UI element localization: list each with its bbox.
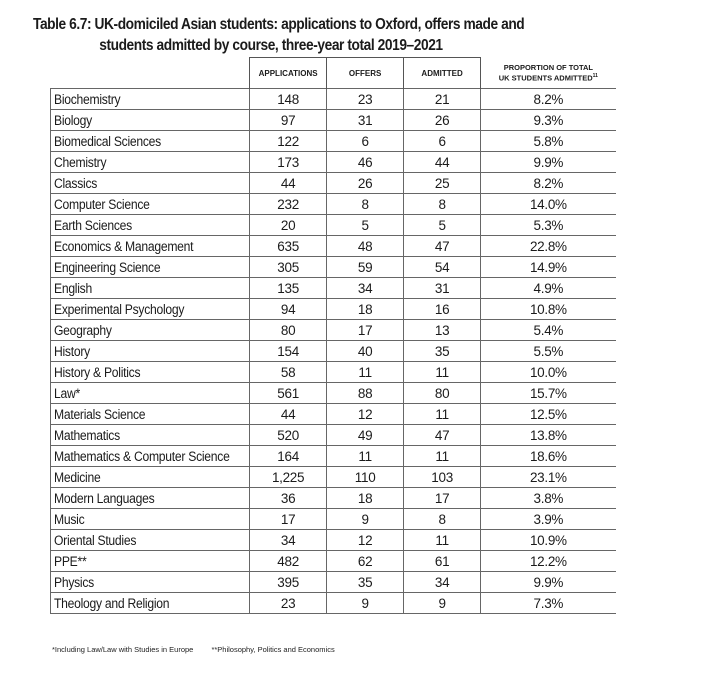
offers-cell: 23: [327, 89, 404, 110]
proportion-cell: 10.0%: [481, 362, 616, 383]
offers-cell: 9: [327, 509, 404, 530]
applications-cell: 97: [250, 110, 327, 131]
admitted-cell: 13: [404, 320, 481, 341]
proportion-cell: 10.8%: [481, 299, 616, 320]
course-cell: [51, 110, 250, 131]
applications-cell: 395: [250, 572, 327, 593]
footnote-ppe: **Philosophy, Politics and Economics: [211, 645, 335, 654]
admitted-cell: 35: [404, 341, 481, 362]
offers-cell: 5: [327, 215, 404, 236]
course-name: Materials Science: [54, 406, 146, 422]
admitted-cell: 80: [404, 383, 481, 404]
proportion-cell: 3.9%: [481, 509, 616, 530]
course-name: Economics & Management: [54, 238, 194, 254]
course-cell: [51, 551, 250, 572]
applications-cell: 80: [250, 320, 327, 341]
offers-cell: 110: [327, 467, 404, 488]
course-column-header: [51, 58, 250, 89]
table-row: [51, 110, 616, 131]
offers-cell: 48: [327, 236, 404, 257]
admitted-cell: 44: [404, 152, 481, 173]
course-name: Modern Languages: [54, 490, 155, 506]
proportion-cell: 23.1%: [481, 467, 616, 488]
proportion-cell: 9.3%: [481, 110, 616, 131]
table-row: [51, 278, 616, 299]
proportion-cell: 12.5%: [481, 404, 616, 425]
table-row: [51, 173, 616, 194]
table-title: [33, 14, 583, 56]
admitted-cell: 11: [404, 446, 481, 467]
course-cell: [51, 299, 250, 320]
table-row: [51, 131, 616, 152]
table-row: [51, 383, 616, 404]
proportion-cell: 14.9%: [481, 257, 616, 278]
footnote-law: *Including Law/Law with Studies in Europe: [52, 645, 194, 654]
proportion-cell: 15.7%: [481, 383, 616, 404]
table-row: [51, 362, 616, 383]
applications-cell: 154: [250, 341, 327, 362]
offers-cell: 26: [327, 173, 404, 194]
course-name: Mathematics: [54, 427, 120, 443]
admitted-cell: 47: [404, 236, 481, 257]
course-name: Engineering Science: [54, 259, 161, 275]
table-row: [51, 551, 616, 572]
applications-cell: 232: [250, 194, 327, 215]
course-name: Computer Science: [54, 196, 150, 212]
offers-cell: 12: [327, 404, 404, 425]
table-row: [51, 257, 616, 278]
admitted-cell: 54: [404, 257, 481, 278]
course-name: PPE**: [54, 553, 87, 569]
course-cell: [51, 404, 250, 425]
course-name: English: [54, 280, 92, 296]
proportion-cell: 8.2%: [481, 89, 616, 110]
table-row: [51, 425, 616, 446]
course-cell: [51, 572, 250, 593]
course-cell: [51, 320, 250, 341]
course-name: History & Politics: [54, 364, 141, 380]
applications-cell: 135: [250, 278, 327, 299]
course-name: Mathematics & Computer Science: [54, 448, 230, 464]
offers-cell: 18: [327, 488, 404, 509]
applications-cell: 23: [250, 593, 327, 614]
admitted-cell: 34: [404, 572, 481, 593]
admitted-cell: 47: [404, 425, 481, 446]
course-name: Experimental Psychology: [54, 301, 185, 317]
course-cell: [51, 362, 250, 383]
offers-cell: 17: [327, 320, 404, 341]
admitted-cell: 11: [404, 530, 481, 551]
course-cell: [51, 509, 250, 530]
table-row: [51, 509, 616, 530]
course-name: Physics: [54, 574, 94, 590]
admitted-cell: 103: [404, 467, 481, 488]
course-name: Biochemistry: [54, 91, 121, 107]
admitted-cell: 9: [404, 593, 481, 614]
offers-cell: 35: [327, 572, 404, 593]
admitted-cell: 11: [404, 404, 481, 425]
offers-cell: 12: [327, 530, 404, 551]
offers-cell: 34: [327, 278, 404, 299]
proportion-cell: 18.6%: [481, 446, 616, 467]
course-name: Classics: [54, 175, 98, 191]
proportion-cell: 5.4%: [481, 320, 616, 341]
admitted-cell: 61: [404, 551, 481, 572]
proportion-cell: 9.9%: [481, 152, 616, 173]
table-row: [51, 488, 616, 509]
admitted-cell: 16: [404, 299, 481, 320]
admitted-cell: 25: [404, 173, 481, 194]
course-name: Oriental Studies: [54, 532, 137, 548]
proportion-cell: 14.0%: [481, 194, 616, 215]
proportion-column-header: [481, 58, 616, 89]
table-header-row: [51, 58, 616, 89]
applications-cell: 561: [250, 383, 327, 404]
applications-cell: 34: [250, 530, 327, 551]
offers-cell: 31: [327, 110, 404, 131]
course-name: Biology: [54, 112, 92, 128]
applications-cell: 164: [250, 446, 327, 467]
offers-cell: 88: [327, 383, 404, 404]
applications-cell: 58: [250, 362, 327, 383]
admitted-cell: 6: [404, 131, 481, 152]
offers-cell: 46: [327, 152, 404, 173]
footnotes: [52, 645, 351, 654]
table-row: [51, 236, 616, 257]
applications-cell: 635: [250, 236, 327, 257]
proportion-cell: 5.8%: [481, 131, 616, 152]
course-name: Music: [54, 511, 85, 527]
course-name: Law*: [54, 385, 80, 401]
offers-cell: 49: [327, 425, 404, 446]
proportion-header-line-2: UK STUDENTS ADMITTED: [498, 73, 593, 83]
proportion-cell: 9.9%: [481, 572, 616, 593]
applications-cell: 36: [250, 488, 327, 509]
applications-cell: 44: [250, 173, 327, 194]
admitted-cell: 5: [404, 215, 481, 236]
course-name: History: [54, 343, 90, 359]
course-cell: [51, 488, 250, 509]
course-name: Chemistry: [54, 154, 107, 170]
applications-cell: 122: [250, 131, 327, 152]
footnote-reference: 11: [592, 73, 598, 79]
proportion-header-line-1: PROPORTION OF TOTAL: [503, 63, 593, 72]
proportion-cell: 5.3%: [481, 215, 616, 236]
offers-column-header: OFFERS: [327, 58, 404, 89]
table-row: [51, 404, 616, 425]
admitted-column-header: ADMITTED: [404, 58, 481, 89]
course-cell: [51, 215, 250, 236]
offers-cell: 9: [327, 593, 404, 614]
course-cell: [51, 194, 250, 215]
table-row: [51, 341, 616, 362]
table-row: [51, 446, 616, 467]
course-cell: [51, 593, 250, 614]
course-cell: [51, 152, 250, 173]
proportion-cell: 10.9%: [481, 530, 616, 551]
applications-cell: 305: [250, 257, 327, 278]
table-row: [51, 215, 616, 236]
course-name: Geography: [54, 322, 112, 338]
applications-cell: 173: [250, 152, 327, 173]
offers-cell: 59: [327, 257, 404, 278]
applications-cell: 17: [250, 509, 327, 530]
admitted-cell: 26: [404, 110, 481, 131]
offers-cell: 40: [327, 341, 404, 362]
admitted-cell: 17: [404, 488, 481, 509]
proportion-cell: 3.8%: [481, 488, 616, 509]
course-cell: [51, 467, 250, 488]
table-row: [51, 572, 616, 593]
admitted-cell: 21: [404, 89, 481, 110]
applications-cell: 148: [250, 89, 327, 110]
proportion-cell: 5.5%: [481, 341, 616, 362]
applications-cell: 520: [250, 425, 327, 446]
course-cell: [51, 89, 250, 110]
admitted-cell: 8: [404, 194, 481, 215]
applications-cell: 1,225: [250, 467, 327, 488]
admitted-cell: 31: [404, 278, 481, 299]
course-name: Medicine: [54, 469, 101, 485]
applications-column-header: APPLICATIONS: [250, 58, 327, 89]
applications-cell: 94: [250, 299, 327, 320]
course-cell: [51, 131, 250, 152]
table-row: [51, 467, 616, 488]
offers-cell: 6: [327, 131, 404, 152]
course-cell: [51, 446, 250, 467]
offers-cell: 18: [327, 299, 404, 320]
course-cell: [51, 173, 250, 194]
course-name: Biomedical Sciences: [54, 133, 161, 149]
applications-cell: 482: [250, 551, 327, 572]
table-row: [51, 299, 616, 320]
admissions-table: [50, 57, 616, 614]
course-cell: [51, 257, 250, 278]
table-row: [51, 89, 616, 110]
proportion-cell: 13.8%: [481, 425, 616, 446]
table-row: [51, 194, 616, 215]
proportion-cell: 4.9%: [481, 278, 616, 299]
table-row: [51, 593, 616, 614]
applications-cell: 44: [250, 404, 327, 425]
applications-cell: 20: [250, 215, 327, 236]
admitted-cell: 11: [404, 362, 481, 383]
proportion-cell: 8.2%: [481, 173, 616, 194]
course-name: Theology and Religion: [54, 595, 170, 611]
course-cell: [51, 278, 250, 299]
offers-cell: 62: [327, 551, 404, 572]
table-row: [51, 152, 616, 173]
table-body: [51, 89, 616, 614]
table-row: [51, 530, 616, 551]
proportion-cell: 7.3%: [481, 593, 616, 614]
table-row: [51, 320, 616, 341]
offers-cell: 8: [327, 194, 404, 215]
offers-cell: 11: [327, 362, 404, 383]
course-cell: [51, 383, 250, 404]
title-line-2: students admitted by course, three-year total 2019–2021: [99, 37, 443, 54]
course-name: Earth Sciences: [54, 217, 132, 233]
proportion-cell: 22.8%: [481, 236, 616, 257]
course-cell: [51, 236, 250, 257]
proportion-cell: 12.2%: [481, 551, 616, 572]
course-cell: [51, 530, 250, 551]
admitted-cell: 8: [404, 509, 481, 530]
title-line-1: Table 6.7: UK-domiciled Asian students: applications to Oxford, offers made and: [33, 16, 525, 33]
offers-cell: 11: [327, 446, 404, 467]
course-cell: [51, 425, 250, 446]
course-cell: [51, 341, 250, 362]
